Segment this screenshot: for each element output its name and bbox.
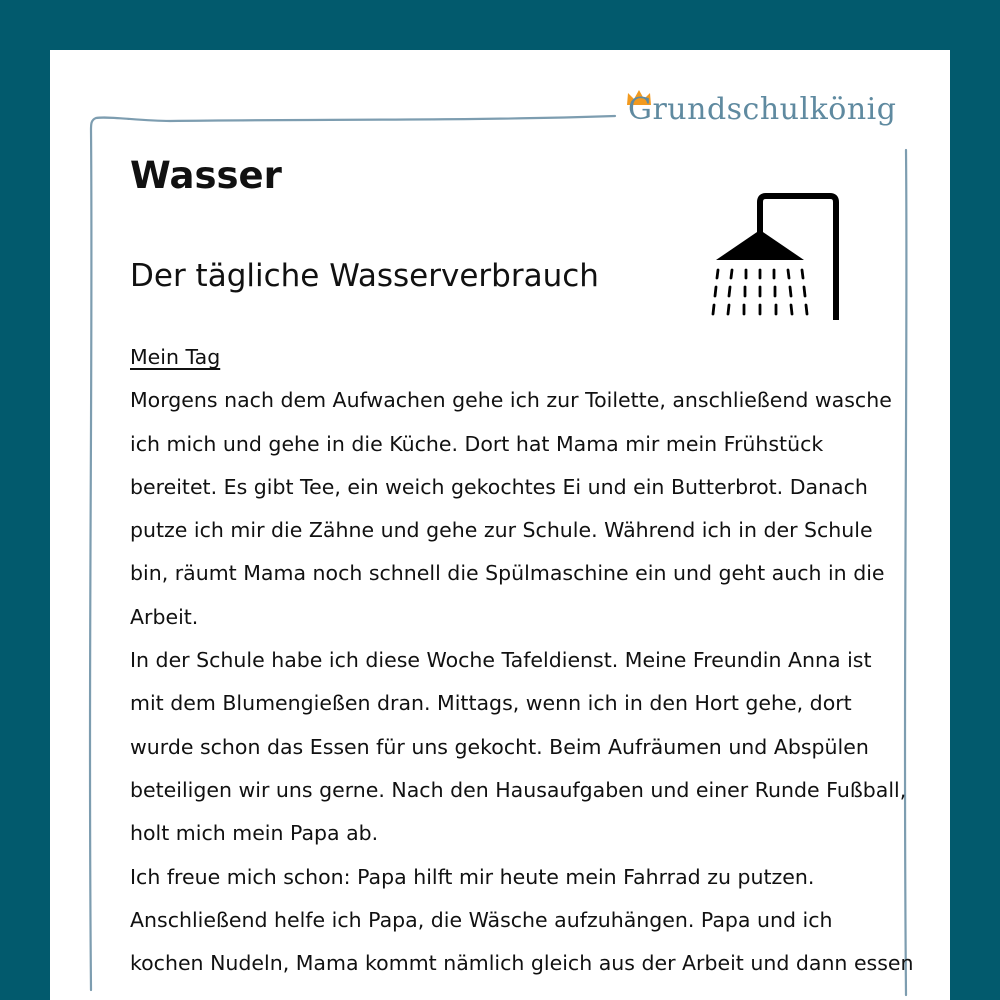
text-line: bin, räumt Mama noch schnell die Spülmaschine ein und geht auch in die — [130, 561, 885, 586]
story-text — [130, 336, 914, 985]
shower-icon — [708, 190, 848, 325]
text-line: bereitet. Es gibt Tee, ein weich gekochtes Ei und ein Butterbrot. Danach — [130, 474, 868, 499]
section-label: Mein Tag — [130, 345, 221, 369]
page-title: Wasser — [130, 154, 282, 197]
text-line: beteiligen wir uns gerne. Nach den Hausaufgaben und einer Runde Fußball, — [130, 777, 907, 802]
brand-logo: Grundschulkönig — [628, 92, 897, 127]
text-line: putze ich mir die Zähne und gehe zur Schule. Während ich in der Schule — [130, 518, 873, 543]
text-line: wurde schon das Essen für uns gekocht. Beim Aufräumen und Abspülen — [130, 734, 869, 759]
text-line: Anschließend helfe ich Papa, die Wäsche aufzuhängen. Papa und ich — [130, 907, 833, 932]
text-line: mit dem Blumengießen dran. Mittags, wenn ich in den Hort gehe, dort — [130, 691, 852, 716]
worksheet-page — [50, 50, 950, 1000]
text-line: Ich freue mich schon: Papa hilft mir heute mein Fahrrad zu putzen. — [130, 864, 815, 889]
page-subtitle: Der tägliche Wasserverbrauch — [130, 258, 599, 294]
text-line: Arbeit. — [130, 604, 199, 629]
text-line: holt mich mein Papa ab. — [130, 821, 379, 846]
text-line: kochen Nudeln, Mama kommt nämlich gleich aus der Arbeit und dann essen — [130, 951, 914, 976]
text-line: Morgens nach dem Aufwachen gehe ich zur Toilette, anschließend wasche — [130, 388, 892, 413]
text-line: In der Schule habe ich diese Woche Tafeldienst. Meine Freundin Anna ist — [130, 648, 872, 673]
text-line: ich mich und gehe in die Küche. Dort hat Mama mir mein Frühstück — [130, 431, 824, 456]
